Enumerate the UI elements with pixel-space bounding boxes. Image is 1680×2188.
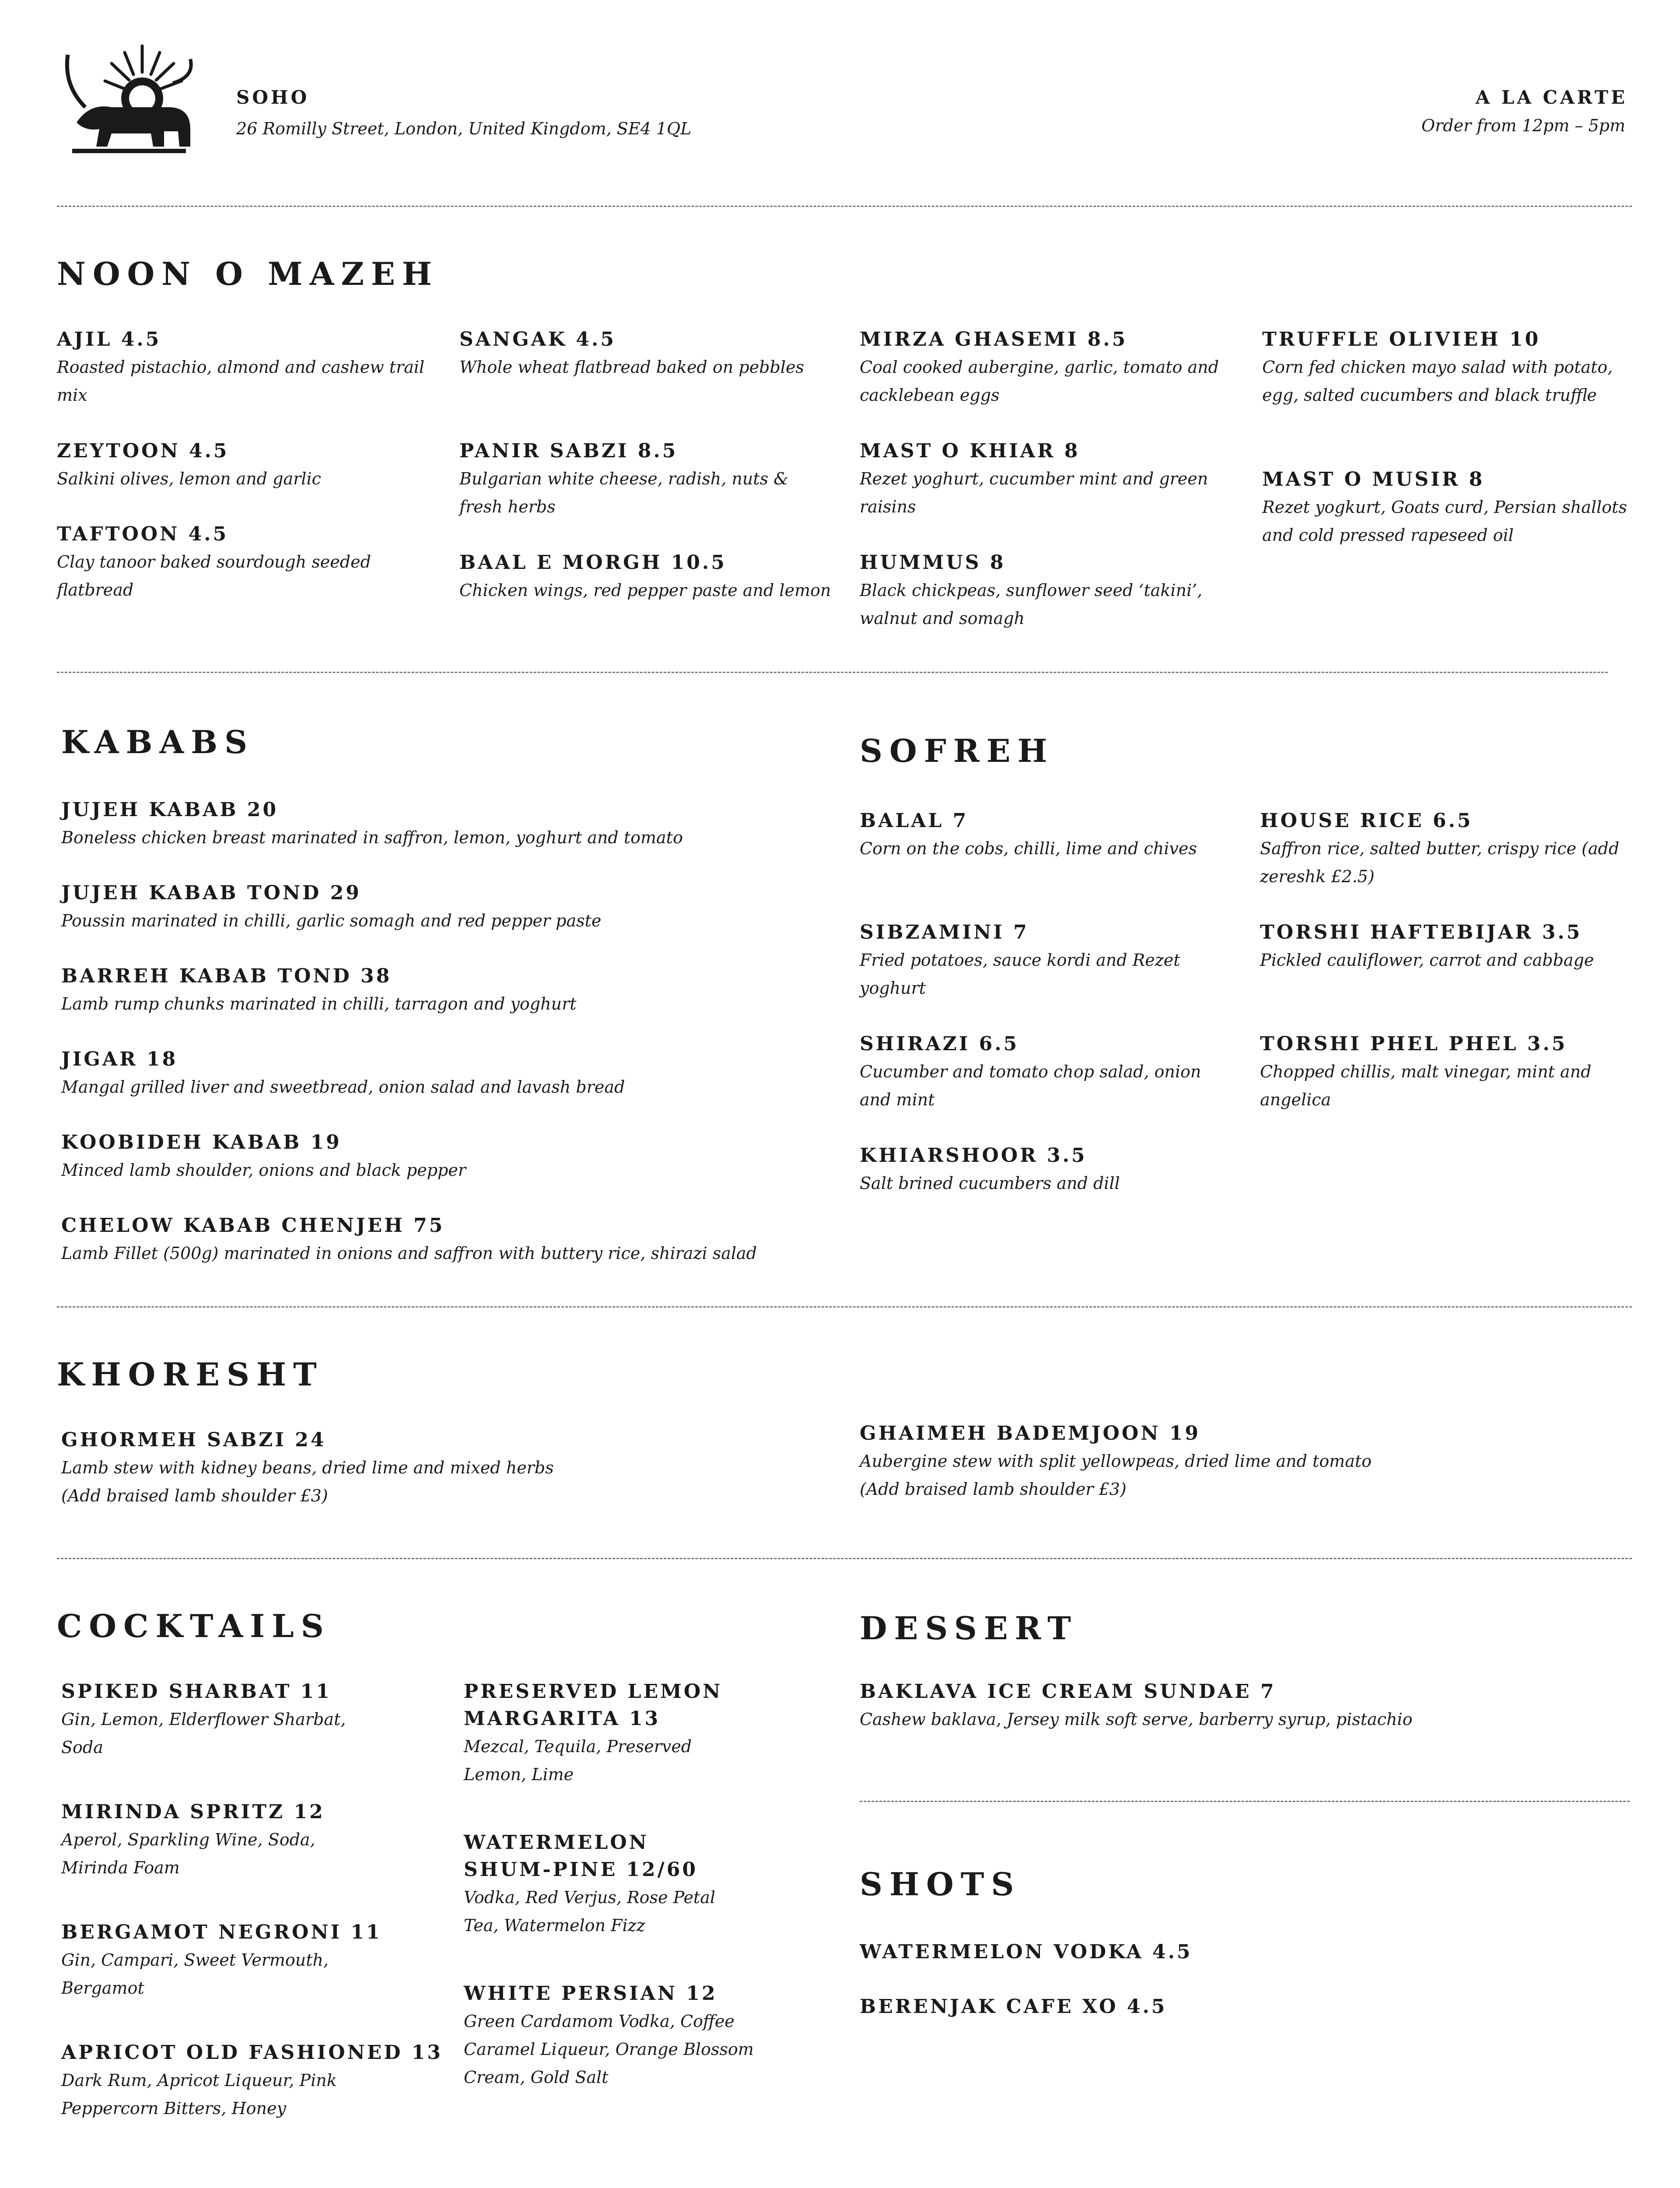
menu-item [464,1980,788,2091]
divider [57,1558,1632,1559]
divider [57,672,1608,673]
item-description: Fried potatoes, sauce kordi and Rezet yoghurt [860,950,1180,998]
menu-item [860,1678,1680,1733]
item-note: (Add braised lamb shoulder £3) [860,1480,1127,1499]
menu-item [459,438,831,521]
menu-item [464,1678,744,1788]
menu-item [61,1129,884,1184]
item-description: Aperol, Sparkling Wine, Soda, Mirinda Foam [61,1830,315,1877]
item-name: SANGAK 4.5 [459,328,616,351]
menu-item [860,1939,1680,1966]
lion-sun-icon [59,42,199,162]
item-name: TORSHI PHEL PHEL 3.5 [1260,1033,1568,1055]
address: 26 Romilly Street, London, United Kingdom, SE4 1QL [236,119,692,138]
item-name: JUJEH KABAB 20 [61,799,279,821]
item-name: WATERMELON VODKA 4.5 [860,1941,1193,1963]
item-name: CHELOW KABAB CHENJEH 75 [61,1214,445,1237]
item-note: (Add braised lamb shoulder £3) [61,1486,328,1505]
item-description: Roasted pistachio, almond and cashew trail mix [57,358,425,405]
item-name: APRICOT OLD FASHIONED 13 [61,2041,443,2064]
divider [57,206,1632,207]
section-title-noon-o-mazeh: NOON O MAZEH [57,255,439,292]
menu-item [61,1919,385,2002]
item-description: Corn on the cobs, chilli, lime and chives [860,839,1197,858]
item-name: BAKLAVA ICE CREAM SUNDAE 7 [860,1680,1276,1703]
item-name: MAST O KHIAR 8 [860,440,1080,462]
item-description: Minced lamb shoulder, onions and black pepper [61,1161,466,1180]
menu-item [1260,919,1632,974]
item-name: BERGAMOT NEGRONI 11 [61,1921,382,1943]
menu-item [860,1993,1680,2020]
item-name: KOOBIDEH KABAB 19 [61,1131,342,1154]
item-name: PANIR SABZI 8.5 [459,440,678,462]
menu-item [57,326,429,409]
item-description: Salkini olives, lemon and garlic [57,469,321,488]
item-description: Bulgarian white cheese, radish, nuts & fresh herbs [459,469,788,516]
item-name: MIRINDA SPRITZ 12 [61,1801,325,1823]
menu-item [464,1829,744,1939]
menu-item [57,521,429,604]
menu-item [61,880,884,935]
item-name: JIGAR 18 [61,1048,178,1070]
menu-item [61,1799,385,1882]
menu-item [61,796,884,852]
item-description: Cashew baklava, Jersey milk soft serve, barberry syrup, pistachio [860,1710,1413,1729]
order-hours: Order from 12pm – 5pm [1421,116,1625,135]
item-name: SIBZAMINI 7 [860,921,1029,943]
item-name: TAFTOON 4.5 [57,523,229,545]
menu-item [860,326,1232,409]
item-description: Gin, Lemon, Elderflower Sharbat, Soda [61,1710,346,1757]
menu-item [61,963,884,1018]
item-name: MAST O MUSIR 8 [1262,468,1485,491]
item-name: SHIRAZI 6.5 [860,1033,1019,1055]
location-name: SOHO [236,87,310,108]
section-title-dessert: DESSERT [860,1609,1078,1647]
item-description: Clay tanoor baked sourdough seeded flatbread [57,552,371,600]
item-description: Rezet yogkurt, Goats curd, Persian shallots and cold pressed rapeseed oil [1262,498,1627,545]
menu-item [459,326,831,381]
item-description: Lamb Fillet (500g) marinated in onions and saffron with buttery rice, shirazi salad [61,1244,757,1263]
item-description: Coal cooked aubergine, garlic, tomato and cacklebean eggs [860,358,1219,405]
menu-item [61,1678,385,1761]
menu-item [61,1427,884,1510]
lion-logo [59,42,199,162]
menu-item [61,1212,884,1267]
menu-item [860,807,1232,863]
item-description: Black chickpeas, sunflower seed ‘takini’, walnut and somagh [860,581,1203,628]
item-name: PRESERVED LEMON MARGARITA 13 [464,1680,723,1730]
item-name: KHIARSHOOR 3.5 [860,1144,1087,1167]
item-name: WHITE PERSIAN 12 [464,1982,718,2005]
divider [860,1801,1630,1802]
item-description: Chicken wings, red pepper paste and lemon [459,581,831,600]
section-title-khoresht: KHORESHT [57,1356,324,1393]
item-description: Rezet yoghurt, cucumber mint and green raisins [860,469,1208,516]
menu-item [860,919,1232,1002]
menu-item [61,2039,443,2122]
section-title-shots: SHOTS [860,1865,1021,1903]
item-description: Lamb stew with kidney beans, dried lime and mixed herbs [61,1458,554,1477]
menu-item [860,438,1232,521]
item-name: BERENJAK CAFE XO 4.5 [860,1995,1167,2018]
menu-item [860,1142,1232,1197]
section-title-cocktails: COCKTAILS [57,1607,331,1645]
menu-item [860,1031,1232,1114]
menu-item [1260,807,1632,891]
item-description: Salt brined cucumbers and dill [860,1174,1120,1193]
item-name: HUMMUS 8 [860,551,1006,574]
menu-item [61,1046,884,1101]
menu-item [57,438,429,493]
item-name: BALAL 7 [860,810,969,832]
item-description: Boneless chicken breast marinated in saffron, lemon, yoghurt and tomato [61,828,683,847]
item-name: TRUFFLE OLIVIEH 10 [1262,328,1541,351]
menu-item [1260,1031,1632,1114]
item-description: Poussin marinated in chilli, garlic somagh and red pepper paste [61,911,602,930]
item-description: Mezcal, Tequila, Preserved Lemon, Lime [464,1737,692,1784]
item-name: TORSHI HAFTEBIJAR 3.5 [1260,921,1582,943]
item-description: Vodka, Red Verjus, Rose Petal Tea, Watermelon Fizz [464,1888,716,1935]
item-name: GHORMEH SABZI 24 [61,1429,326,1451]
item-description: Lamb rump chunks marinated in chilli, tarragon and yoghurt [61,994,577,1013]
item-name: MIRZA GHASEMI 8.5 [860,328,1128,351]
item-description: Aubergine stew with split yellowpeas, dried lime and tomato [860,1452,1372,1471]
item-description: Pickled cauliflower, carrot and cabbage [1260,950,1594,970]
item-description: Cucumber and tomato chop salad, onion and mint [860,1062,1201,1109]
item-name: GHAIMEH BADEMJOON 19 [860,1422,1200,1445]
menu-item [860,1420,1680,1503]
section-title-kababs: KABABS [61,723,255,761]
menu-item [1262,326,1634,409]
item-description: Dark Rum, Apricot Liqueur, Pink Peppercorn Bitters, Honey [61,2071,337,2118]
section-title-sofreh: SOFREH [860,732,1054,769]
item-name: ZEYTOON 4.5 [57,440,229,462]
item-name: WATERMELON SHUM-PINE 12/60 [464,1831,698,1881]
menu-item [860,549,1232,632]
item-description: Chopped chillis, malt vinegar, mint and angelica [1260,1062,1592,1109]
item-name: HOUSE RICE 6.5 [1260,810,1473,832]
item-description: Gin, Campari, Sweet Vermouth, Bergamot [61,1950,329,1998]
item-description: Saffron rice, salted butter, crispy rice (add zereshk £2.5) [1260,839,1620,886]
item-description: Mangal grilled liver and sweetbread, onion salad and lavash bread [61,1077,625,1097]
item-description: Corn fed chicken mayo salad with potato, egg, salted cucumbers and black truffle [1262,358,1613,405]
divider [57,1306,1632,1308]
item-name: JUJEH KABAB TOND 29 [61,882,361,904]
item-name: AJIL 4.5 [57,328,161,351]
item-name: BAAL E MORGH 10.5 [459,551,727,574]
item-description: Green Cardamom Vodka, Coffee Caramel Liqueur, Orange Blossom Cream, Gold Salt [464,2012,754,2087]
menu-item [459,549,831,604]
item-name: SPIKED SHARBAT 11 [61,1680,332,1703]
item-name: BARREH KABAB TOND 38 [61,965,392,987]
menu-type: A LA CARTE [1475,87,1628,108]
menu-item [1262,466,1634,549]
item-description: Whole wheat flatbread baked on pebbles [459,358,804,377]
